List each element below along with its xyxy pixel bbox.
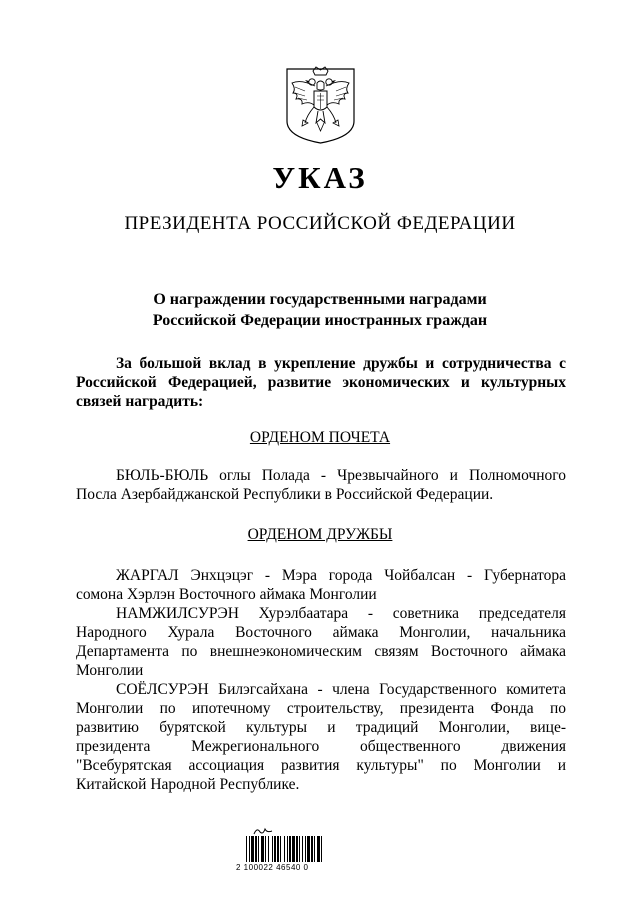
recipient-line: БЮЛЬ-БЮЛЬ оглы Полада - Чрезвычайного и Полномочного — [116, 467, 566, 484]
intro-line: За большой вклад в укрепление дружбы и сотрудничества с — [116, 355, 566, 372]
award1-recipients — [76, 466, 566, 504]
recipient-line: СОЁЛСУРЭН Билэгсайхана - члена Государственного комитета — [116, 681, 566, 698]
barcode — [236, 826, 326, 886]
document-subtitle: ПРЕЗИДЕНТА РОССИЙСКОЙ ФЕДЕРАЦИИ — [124, 213, 516, 234]
recipient-line: развитию бурятской культуры и традиций Монголии, вице- — [76, 719, 566, 736]
recipient-line: сомона Хэрлэн Восточного аймака Монголии — [76, 586, 377, 603]
barcode-number: 2 100022 46540 0 — [236, 863, 309, 872]
recipient-line: Департамента по внешнеэкономическим связям Восточного аймака — [76, 643, 566, 660]
intro-line: связей наградить: — [76, 393, 204, 410]
recipient-line: Монголии по ипотечному строительству, президента Фонда по — [76, 700, 566, 717]
coat-of-arms-icon — [283, 63, 358, 145]
award-heading-order-of-honour: ОРДЕНОМ ПОЧЕТА — [249, 429, 391, 446]
intro-paragraph — [76, 354, 566, 411]
barcode-bars — [246, 836, 322, 862]
recipient-line: Китайской Народной Республике. — [76, 776, 300, 793]
recipient-line: ЖАРГАЛ Энхцэцэг - Мэра города Чойбалсан - Губернатора — [116, 567, 566, 584]
recipient-line: Народного Хурала Восточного аймака Монголии, начальника — [76, 624, 566, 641]
document-title: УКАЗ — [272, 160, 368, 195]
recipient-line: президента Межрегионального общественного движения — [76, 738, 566, 755]
handwritten-mark-icon — [252, 826, 274, 836]
recipient-line: НАМЖИЛСУРЭН Хурэлбаатара - советника председателя — [116, 605, 566, 622]
decree-heading-line: Российской Федерации иностранных граждан — [152, 312, 488, 329]
recipient-line: "Всебурятская ассоциация развития культуры" по Монголии и — [76, 757, 566, 774]
decree-heading — [0, 289, 640, 331]
award2-recipients — [76, 566, 566, 794]
recipient-line: Монголии — [76, 662, 144, 679]
decree-heading-line: О награждении государственными наградами — [153, 291, 487, 308]
award-heading-order-of-friendship: ОРДЕНОМ ДРУЖБЫ — [247, 526, 393, 543]
intro-line: Российской Федерацией, развитие экономических и культурных — [76, 374, 566, 391]
recipient-line: Посла Азербайджанской Республики в Российской Федерации. — [76, 486, 494, 503]
